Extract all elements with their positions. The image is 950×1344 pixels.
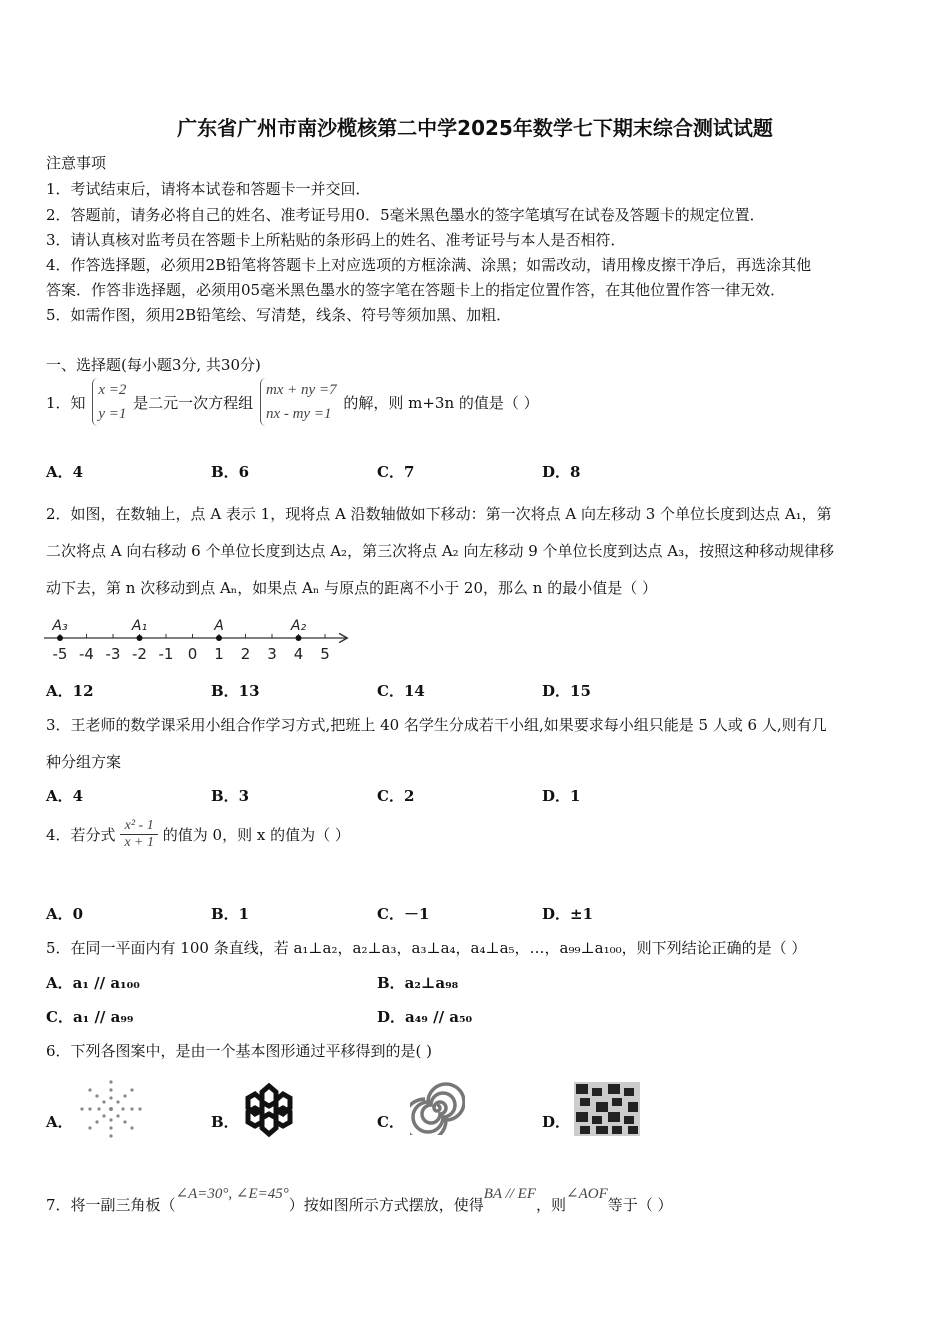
number-line bbox=[40, 610, 360, 665]
angle-condition: ∠A=30°, ∠E=45° bbox=[175, 1186, 289, 1202]
question-3-line: 种分组方案 bbox=[46, 753, 122, 771]
tick-label: 3 bbox=[267, 645, 277, 663]
point-label: A bbox=[214, 618, 224, 634]
option-d[interactable]: D．±1 bbox=[542, 905, 594, 923]
question-1 bbox=[46, 378, 539, 426]
radial-dot-pattern-image bbox=[76, 1078, 146, 1140]
page-title: 广东省广州市南沙榄核第二中学2025年数学七下期末综合测试试题 bbox=[177, 116, 773, 140]
notice-heading: 注意事项 bbox=[46, 154, 107, 172]
point-label: A₂ bbox=[290, 618, 307, 634]
tick-label: 1 bbox=[214, 645, 224, 663]
hexagon-flower-image bbox=[238, 1082, 300, 1138]
tick-label: -4 bbox=[79, 645, 94, 663]
option-d[interactable]: D． bbox=[542, 1113, 571, 1131]
option-a[interactable]: A．0 bbox=[46, 905, 84, 923]
question-text: 是二元一次方程组 bbox=[133, 393, 254, 412]
equation: x =2 bbox=[98, 382, 127, 398]
question-text: 7．将一副三角板（ bbox=[46, 1196, 176, 1214]
fraction-denominator: x + 1 bbox=[124, 835, 154, 850]
section-heading: 一、选择题(每小题3分, 共30分) bbox=[46, 356, 261, 374]
option-a[interactable]: A． bbox=[46, 1113, 73, 1131]
notice-item: 3．请认真核对监考员在答题卡上所粘贴的条形码上的姓名、准考证号与本人是否相符． bbox=[46, 231, 626, 249]
tick-label: 5 bbox=[320, 645, 330, 663]
option-c[interactable]: C．7 bbox=[377, 463, 415, 481]
option-a[interactable]: A．4 bbox=[46, 463, 84, 481]
option-a[interactable]: A．4 bbox=[46, 787, 84, 805]
option-d[interactable]: D．8 bbox=[542, 463, 581, 481]
tick-label: -2 bbox=[132, 645, 147, 663]
point-marker bbox=[296, 635, 302, 641]
point-label: A₃ bbox=[52, 618, 68, 634]
spiral-image bbox=[410, 1080, 465, 1135]
notice-item: 1．考试结束后，请将本试卷和答题卡一并交回． bbox=[46, 180, 371, 198]
question-2-line: 动下去，第 n 次移动到点 Aₙ，如果点 Aₙ 与原点的距离不小于 20，那么 n 的最小值是（ ） bbox=[46, 579, 657, 597]
tick-label: -3 bbox=[105, 645, 121, 663]
notice-item: 5．如需作图，须用2B铅笔绘、写清楚，线条、符号等须加黑、加粗． bbox=[46, 306, 512, 324]
tick-label: 0 bbox=[187, 645, 198, 663]
option-c[interactable]: C．2 bbox=[377, 787, 415, 805]
option-a[interactable]: A．a₁ // a₁₀₀ bbox=[46, 974, 140, 992]
question-5: 5．在同一平面内有 100 条直线，若 a₁⊥a₂，a₂⊥a₃，a₃⊥a₄，a₄⊥a₅，…，a₉₉⊥a₁₀₀，则下列结论正确的是（ ） bbox=[46, 939, 807, 957]
question-text: 等于（ ） bbox=[607, 1196, 673, 1214]
point-marker bbox=[216, 635, 222, 641]
question-3-line: 3．王老师的数学课采用小组合作学习方式,把班上 40 名学生分成若干小组,如果要求每小组只能是 5 人或 6 人,则有几 bbox=[46, 716, 827, 734]
option-c[interactable]: C．14 bbox=[377, 682, 425, 700]
option-b[interactable]: B．13 bbox=[211, 682, 260, 700]
option-c[interactable]: C．－1 bbox=[377, 905, 430, 923]
tick-label: -1 bbox=[158, 645, 174, 663]
option-b[interactable]: B．6 bbox=[211, 463, 250, 481]
option-c[interactable]: C． bbox=[377, 1113, 404, 1131]
angle-symbol: ∠AOF bbox=[566, 1186, 608, 1202]
question-text: ）按如图所示方式摆放，使得 bbox=[288, 1196, 484, 1214]
point-marker bbox=[137, 635, 143, 641]
option-b[interactable]: B．3 bbox=[211, 787, 250, 805]
option-d[interactable]: D．1 bbox=[542, 787, 581, 805]
solution-system bbox=[92, 378, 126, 426]
question-6: 6．下列各图案中，是由一个基本图形通过平移得到的是( ) bbox=[46, 1042, 433, 1060]
question-7 bbox=[46, 1186, 673, 1215]
question-2-line: 2．如图，在数轴上，点 A 表示 1，现将点 A 沿数轴做如下移动：第一次将点 A 向左移动 3 个单位长度到达点 A₁，第 bbox=[46, 505, 832, 523]
question-2-line: 二次将点 A 向右移动 6 个单位长度到达点 A₂，第三次将点 A₂ 向左移动 9 个单位长度到达点 A₃，按照这种移动规律移 bbox=[46, 542, 835, 560]
point-marker bbox=[57, 635, 63, 641]
tick-label: 4 bbox=[293, 645, 304, 663]
option-a[interactable]: A．12 bbox=[46, 682, 94, 700]
question-text: 的值为 0，则 x 的值为（ ） bbox=[162, 826, 350, 844]
notice-item: 2．答题前，请务必将自己的姓名、准考证号用0．5毫米黑色墨水的签字笔填写在试卷及答题卡的规定位置． bbox=[46, 206, 765, 224]
fraction bbox=[120, 818, 158, 851]
notice-item: 答案．作答非选择题，必须用05毫米黑色墨水的签字笔在答题卡上的指定位置作答，在其他位置作答一律无效． bbox=[46, 281, 786, 299]
question-number: 1．知 bbox=[46, 393, 86, 412]
tick-label: 2 bbox=[240, 645, 251, 663]
tiled-pattern-image bbox=[574, 1082, 640, 1136]
option-b[interactable]: B．a₂⊥a₉₈ bbox=[377, 974, 459, 992]
equation: y =1 bbox=[98, 406, 127, 422]
parallel-condition: BA // EF bbox=[483, 1186, 536, 1202]
option-d[interactable]: D．15 bbox=[542, 682, 591, 700]
option-b[interactable]: B．1 bbox=[211, 905, 250, 923]
option-b[interactable]: B． bbox=[211, 1113, 239, 1131]
question-text: 的解，则 m+3n 的值是（ ） bbox=[343, 393, 539, 412]
point-label: A₁ bbox=[131, 618, 148, 634]
question-4 bbox=[46, 818, 350, 851]
question-text: 4．若分式 bbox=[46, 826, 116, 844]
tick-label: -5 bbox=[52, 645, 68, 663]
equation: mx + ny =7 bbox=[265, 382, 337, 398]
equation: nx - my =1 bbox=[265, 406, 332, 422]
equation-system bbox=[260, 378, 337, 426]
option-c[interactable]: C．a₁ // a₉₉ bbox=[46, 1008, 134, 1026]
notice-item: 4．作答选择题，必须用2B铅笔将答题卡上对应选项的方框涂满、涂黑；如需改动，请用橡皮擦干净后，再选涂其他 bbox=[46, 256, 812, 274]
fraction-numerator: x² - 1 bbox=[120, 818, 158, 835]
question-text: ，则 bbox=[535, 1196, 566, 1214]
option-d[interactable]: D．a₄₉ // a₅₀ bbox=[377, 1008, 473, 1026]
